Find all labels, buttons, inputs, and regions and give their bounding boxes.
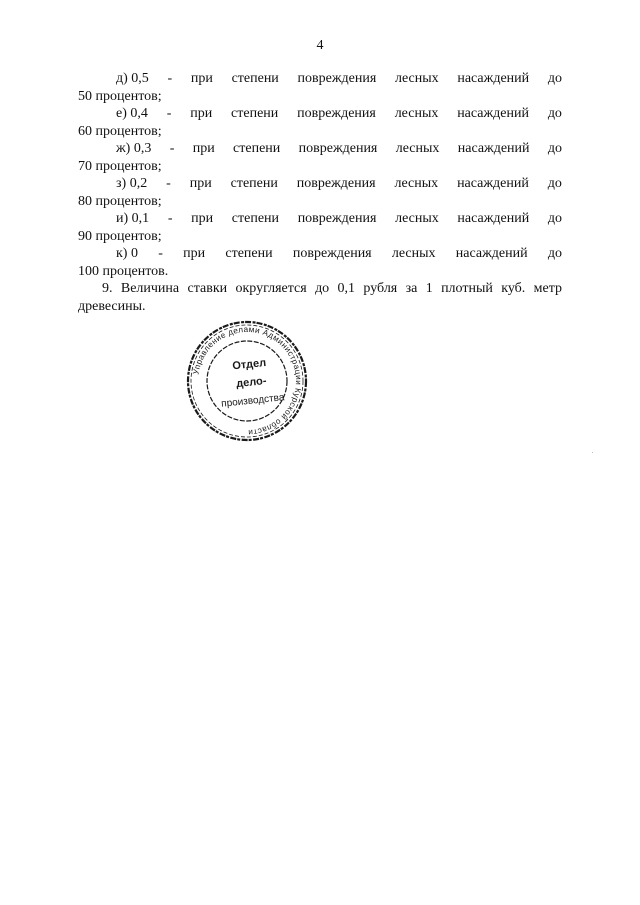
list-item-first-line xyxy=(116,210,562,228)
rounding-paragraph: 9. Величина ставки округляется до 0,1 рубля за 1 плотный куб. метр древесины. xyxy=(78,281,562,314)
list-item-continuation: 80 процентов; xyxy=(78,193,162,209)
list-item-first-line xyxy=(116,175,562,193)
page-number: 4 xyxy=(316,38,324,53)
item-word: до xyxy=(547,246,562,261)
item-word: до xyxy=(547,71,562,86)
item-marker: к) xyxy=(116,246,128,261)
list-item-first-line xyxy=(116,140,562,158)
item-word: степени xyxy=(231,106,279,121)
list-item xyxy=(78,210,562,245)
item-word: насаждений xyxy=(455,246,528,261)
item-word: повреждения xyxy=(297,211,377,226)
stamp-outer-text: Управление делами Администрации Курской области xyxy=(191,324,304,438)
stamp-inner-line-3: производства xyxy=(220,392,285,410)
item-word: лесных xyxy=(394,71,439,86)
item-dash: - xyxy=(167,71,173,86)
list-item-continuation: 100 процентов. xyxy=(78,263,169,279)
item-dash: - xyxy=(167,211,173,226)
item-word: повреждения xyxy=(296,176,376,191)
item-marker: д) xyxy=(116,71,128,86)
list-item-continuation: 60 процентов; xyxy=(78,123,162,139)
item-word: степени xyxy=(233,141,281,156)
item-word: насаждений xyxy=(457,71,530,86)
item-word: повреждения xyxy=(292,246,372,261)
list-item-first-line xyxy=(116,70,562,88)
item-word: повреждения xyxy=(297,71,377,86)
item-word: до xyxy=(547,176,562,191)
item-word: при xyxy=(190,106,213,121)
list-item xyxy=(78,105,562,140)
item-value: 0,3 xyxy=(133,141,152,156)
list-item-continuation: 50 процентов; xyxy=(78,88,162,104)
item-value: 0,2 xyxy=(129,176,148,191)
list-item-first-line xyxy=(116,105,562,123)
list-item xyxy=(78,245,562,280)
item-word: при xyxy=(189,176,212,191)
item-dash: - xyxy=(169,141,175,156)
list-item-first-line xyxy=(116,245,562,263)
item-dash: - xyxy=(158,246,163,261)
list-item-continuation: 70 процентов; xyxy=(78,158,162,174)
item-word: насаждений xyxy=(457,106,529,121)
item-value: 0,5 xyxy=(131,71,149,86)
official-stamp xyxy=(186,320,308,442)
item-word: при xyxy=(192,141,215,156)
item-marker: з) xyxy=(116,176,127,191)
item-value: 0,4 xyxy=(130,106,148,121)
item-word: насаждений xyxy=(457,176,529,191)
item-word: степени xyxy=(230,176,278,191)
item-word: лесных xyxy=(394,106,439,121)
stamp-inner-line-1: Отдел xyxy=(231,356,267,373)
item-word: при xyxy=(191,211,214,226)
item-word: лесных xyxy=(395,141,440,156)
item-word: до xyxy=(547,211,562,226)
item-word: при xyxy=(183,246,206,261)
item-word: степени xyxy=(231,211,280,226)
list-item-continuation: 90 процентов; xyxy=(78,228,162,244)
list-item xyxy=(78,140,562,175)
item-word: до xyxy=(547,141,562,156)
scan-speck xyxy=(592,452,593,453)
item-word: степени xyxy=(225,246,273,261)
document-body xyxy=(78,70,562,315)
stamp-inner-line-2: дело- xyxy=(235,375,268,391)
list-item xyxy=(78,175,562,210)
item-word: повреждения xyxy=(297,106,376,121)
item-word: степени xyxy=(231,71,279,86)
item-word: при xyxy=(190,71,213,86)
item-word: лесных xyxy=(395,211,439,226)
item-word: лесных xyxy=(391,246,436,261)
item-word: лесных xyxy=(394,176,439,191)
item-value: 0 xyxy=(130,246,138,261)
item-word: повреждения xyxy=(298,141,378,156)
item-dash: - xyxy=(166,106,172,121)
list-item xyxy=(78,70,562,105)
item-word: до xyxy=(547,106,562,121)
item-marker: е) xyxy=(116,106,127,121)
item-dash: - xyxy=(166,176,171,191)
item-word: насаждений xyxy=(457,141,530,156)
item-marker: и) xyxy=(116,211,129,226)
item-marker: ж) xyxy=(116,141,131,156)
item-word: насаждений xyxy=(457,211,530,226)
item-value: 0,1 xyxy=(131,211,150,226)
